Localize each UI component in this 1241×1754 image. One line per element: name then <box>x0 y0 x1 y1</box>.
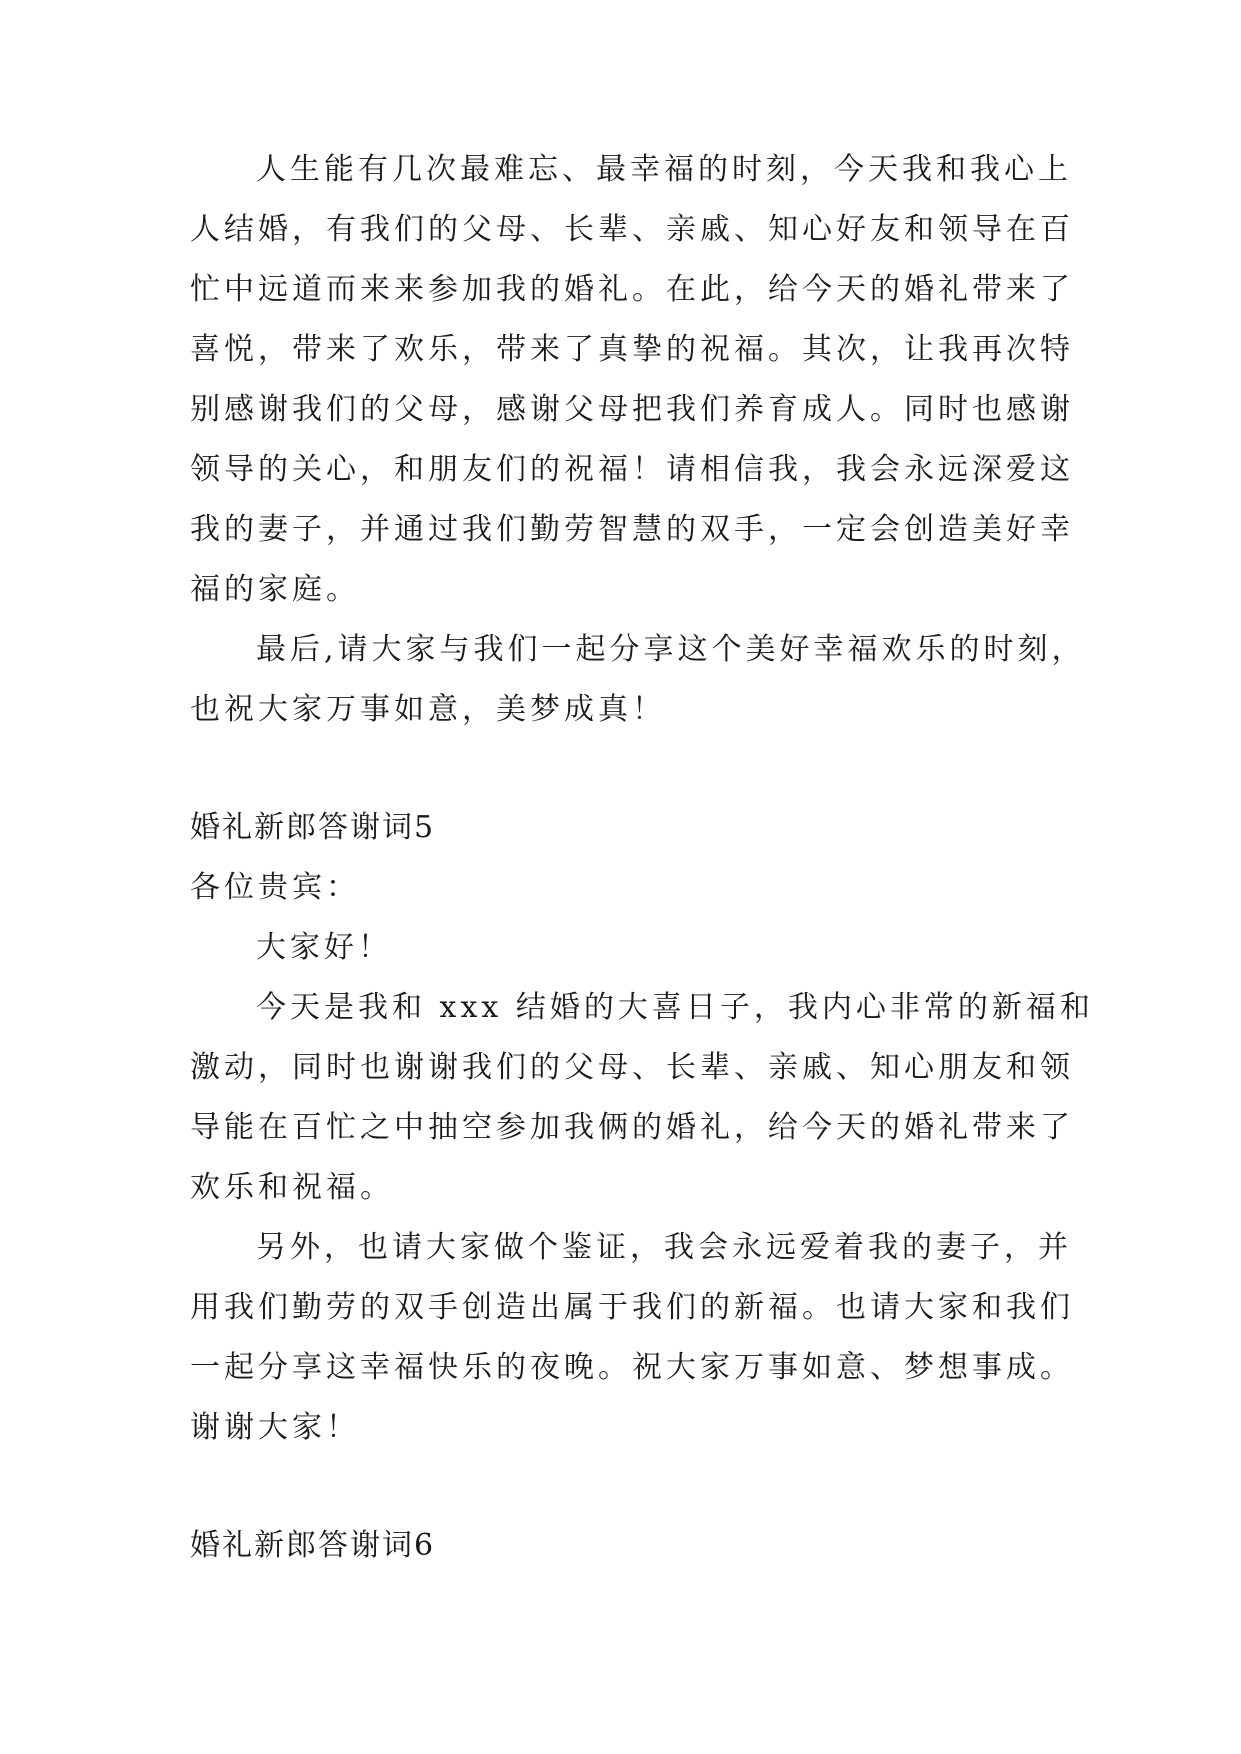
paragraph-line: 欢乐和祝福。 <box>190 1170 394 1205</box>
paragraph-line: 领导的关心，和朋友们的祝福！请相信我，我会永远深爱这 <box>190 452 1074 487</box>
paragraph-line: 也祝大家万事如意，美梦成真！ <box>190 692 666 727</box>
paragraph-line: 另外，也请大家做个鉴证，我会永远爱着我的妻子，并 <box>256 1230 1072 1265</box>
paragraph-line: 谢谢大家！ <box>190 1410 360 1445</box>
paragraph-line: 福的家庭。 <box>190 572 360 607</box>
paragraph-line: 用我们勤劳的双手创造出属于我们的新福。也请大家和我们 <box>190 1290 1074 1325</box>
paragraph-line: 最后,请大家与我们一起分享这个美好幸福欢乐的时刻， <box>256 632 1086 667</box>
paragraph-line: 导能在百忙之中抽空参加我俩的婚礼，给今天的婚礼带来了 <box>190 1110 1074 1145</box>
greeting: 大家好！ <box>256 930 392 965</box>
paragraph-line: 忙中远道而来来参加我的婚礼。在此，给今天的婚礼带来了 <box>190 272 1074 307</box>
paragraph-line: 激动，同时也谢谢我们的父母、长辈、亲戚、知心朋友和领 <box>190 1050 1074 1085</box>
paragraph-line: 今天是我和 xxx 结婚的大喜日子，我内心非常的新福和 <box>256 990 1094 1025</box>
section-title: 婚礼新郎答谢词5 <box>190 810 436 845</box>
paragraph-line: 别感谢我们的父母，感谢父母把我们养育成人。同时也感谢 <box>190 392 1074 427</box>
section-title: 婚礼新郎答谢词6 <box>190 1528 436 1563</box>
paragraph-line: 喜悦，带来了欢乐，带来了真挚的祝福。其次，让我再次特 <box>190 332 1074 367</box>
paragraph-line: 一起分享这幸福快乐的夜晚。祝大家万事如意、梦想事成。 <box>190 1350 1074 1385</box>
paragraph-line: 人生能有几次最难忘、最幸福的时刻，今天我和我心上 <box>256 152 1072 187</box>
salutation: 各位贵宾： <box>190 870 360 905</box>
paragraph-line: 人结婚，有我们的父母、长辈、亲戚、知心好友和领导在百 <box>190 212 1074 247</box>
paragraph-line: 我的妻子，并通过我们勤劳智慧的双手，一定会创造美好幸 <box>190 512 1074 547</box>
